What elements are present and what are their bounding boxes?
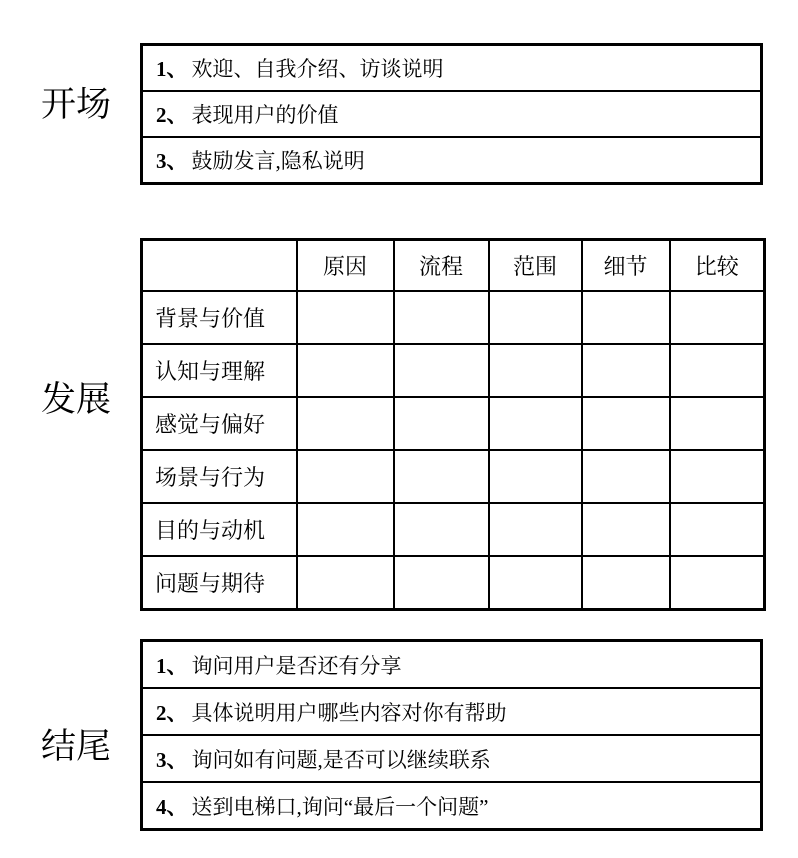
matrix-cell bbox=[297, 291, 394, 344]
matrix-cell bbox=[394, 503, 489, 556]
matrix-cell bbox=[297, 344, 394, 397]
closing-step-1 bbox=[142, 641, 762, 689]
matrix-row-header: 感觉与偏好 bbox=[142, 397, 297, 450]
step-text: 具体说明用户哪些内容对你有帮助 bbox=[191, 700, 507, 725]
section-label-closing: 结尾 bbox=[41, 727, 112, 766]
matrix-cell bbox=[670, 344, 765, 397]
step-text: 表现用户的价值 bbox=[191, 103, 339, 127]
matrix-cell bbox=[394, 450, 489, 503]
matrix-cell bbox=[582, 556, 670, 610]
matrix-column-header: 比较 bbox=[670, 240, 765, 292]
step-text: 送到电梯口,询问“最后一个问题” bbox=[191, 794, 489, 819]
step-number: 2、 bbox=[156, 700, 188, 725]
matrix-cell bbox=[670, 291, 765, 344]
matrix-cell bbox=[670, 397, 765, 450]
table-row bbox=[142, 91, 762, 137]
opening-step-3 bbox=[142, 137, 762, 184]
matrix-cell bbox=[394, 344, 489, 397]
matrix-corner-cell bbox=[142, 240, 297, 292]
matrix-cell bbox=[394, 397, 489, 450]
matrix-header-row bbox=[142, 240, 765, 292]
step-text: 询问如有问题,是否可以继续联系 bbox=[191, 747, 491, 772]
opening-step-1 bbox=[142, 45, 762, 92]
matrix-cell bbox=[489, 291, 582, 344]
closing-step-2 bbox=[142, 688, 762, 735]
matrix-cell bbox=[297, 450, 394, 503]
matrix-cell bbox=[489, 503, 582, 556]
closing-step-3 bbox=[142, 735, 762, 782]
matrix-row-header: 问题与期待 bbox=[142, 556, 297, 610]
matrix-row bbox=[142, 397, 765, 450]
matrix-row bbox=[142, 556, 765, 610]
matrix-row bbox=[142, 503, 765, 556]
table-row bbox=[142, 688, 762, 735]
table-row bbox=[142, 137, 762, 184]
opening-step-2 bbox=[142, 91, 762, 137]
table-row bbox=[142, 735, 762, 782]
matrix-row-header: 目的与动机 bbox=[142, 503, 297, 556]
step-number: 3、 bbox=[156, 149, 188, 173]
matrix-row bbox=[142, 450, 765, 503]
step-number: 1、 bbox=[156, 653, 188, 678]
matrix-cell bbox=[394, 291, 489, 344]
development-question-matrix bbox=[140, 238, 766, 611]
step-text: 欢迎、自我介绍、访谈说明 bbox=[191, 57, 444, 81]
step-text: 询问用户是否还有分享 bbox=[191, 653, 402, 678]
step-number: 1、 bbox=[156, 57, 188, 81]
step-number: 4、 bbox=[156, 794, 188, 819]
table-row bbox=[142, 641, 762, 689]
matrix-column-header: 范围 bbox=[489, 240, 582, 292]
matrix-column-header: 原因 bbox=[297, 240, 394, 292]
matrix-cell bbox=[489, 450, 582, 503]
matrix-cell bbox=[670, 503, 765, 556]
matrix-cell bbox=[582, 397, 670, 450]
opening-steps-table bbox=[140, 43, 763, 185]
matrix-cell bbox=[489, 556, 582, 610]
section-label-development: 发展 bbox=[41, 380, 112, 419]
matrix-cell bbox=[297, 503, 394, 556]
closing-step-4 bbox=[142, 782, 762, 830]
step-number: 3、 bbox=[156, 747, 188, 772]
matrix-cell bbox=[670, 556, 765, 610]
matrix-column-header: 流程 bbox=[394, 240, 489, 292]
matrix-cell bbox=[670, 450, 765, 503]
matrix-row-header: 背景与价值 bbox=[142, 291, 297, 344]
table-row bbox=[142, 45, 762, 92]
matrix-cell bbox=[582, 344, 670, 397]
matrix-cell bbox=[582, 503, 670, 556]
step-text: 鼓励发言,隐私说明 bbox=[191, 149, 365, 173]
closing-steps-table bbox=[140, 639, 763, 831]
section-label-opening: 开场 bbox=[41, 85, 112, 124]
matrix-cell bbox=[297, 556, 394, 610]
matrix-row-header: 认知与理解 bbox=[142, 344, 297, 397]
matrix-cell bbox=[489, 344, 582, 397]
matrix-row-header: 场景与行为 bbox=[142, 450, 297, 503]
matrix-cell bbox=[489, 397, 582, 450]
matrix-row bbox=[142, 291, 765, 344]
matrix-column-header: 细节 bbox=[582, 240, 670, 292]
matrix-cell bbox=[394, 556, 489, 610]
matrix-cell bbox=[297, 397, 394, 450]
matrix-cell bbox=[582, 291, 670, 344]
step-number: 2、 bbox=[156, 103, 188, 127]
matrix-cell bbox=[582, 450, 670, 503]
matrix-row bbox=[142, 344, 765, 397]
table-row bbox=[142, 782, 762, 830]
